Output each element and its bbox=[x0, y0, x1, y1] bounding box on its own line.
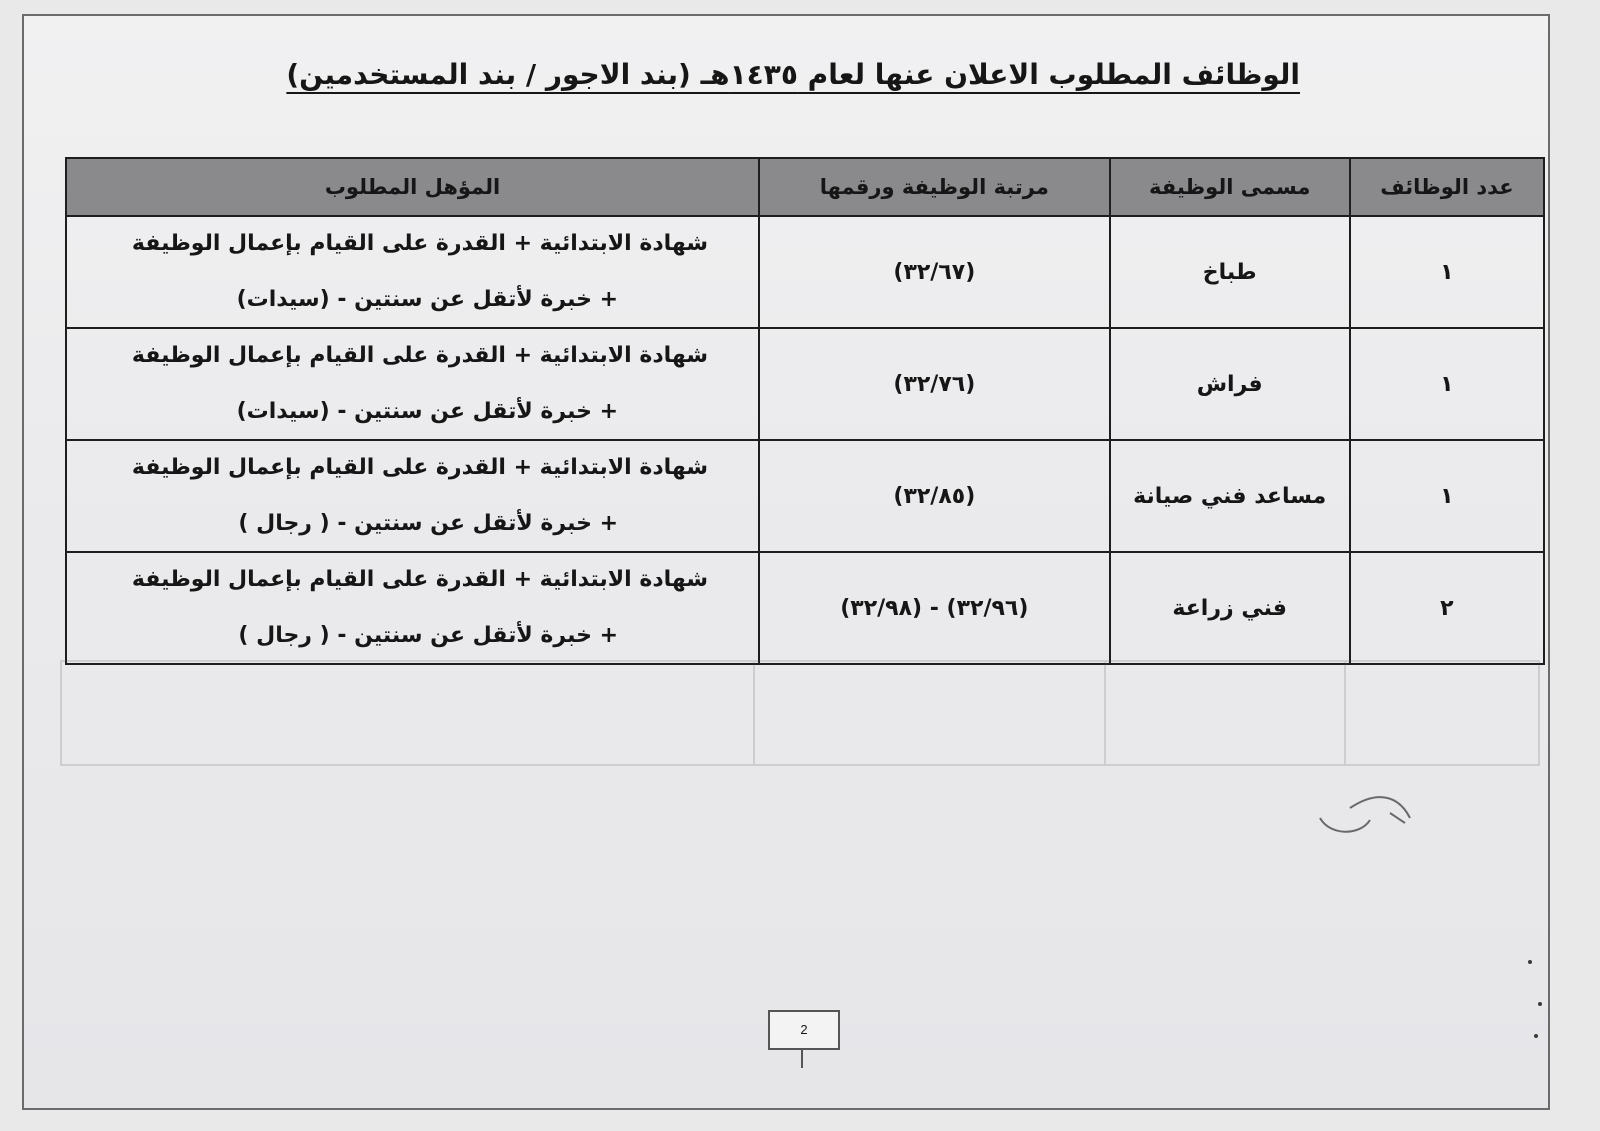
scan-speck bbox=[1538, 1002, 1542, 1006]
scan-speck bbox=[1534, 1034, 1538, 1038]
qualification-line-2: + خبرة لأتقل عن سنتين - ( رجال ) bbox=[238, 511, 619, 536]
grade-cell: (٣٢/٨٥) bbox=[759, 440, 1110, 552]
qualification-line-2: + خبرة لأتقل عن سنتين - (سيدات) bbox=[236, 399, 619, 424]
table-row bbox=[66, 440, 1544, 552]
count-cell: ١ bbox=[1350, 216, 1544, 328]
header-job-title: مسمى الوظيفة bbox=[1110, 158, 1350, 216]
qualification-line-2: + خبرة لأتقل عن سنتين - ( رجال ) bbox=[238, 623, 619, 648]
document-title: الوظائف المطلوب الاعلان عنها لعام ١٤٣٥هـ (بند الاجور / بند المستخدمين) bbox=[286, 58, 1300, 91]
job-title-cell: فراش bbox=[1110, 328, 1350, 440]
job-title-cell: مساعد فني صيانة bbox=[1110, 440, 1350, 552]
qualification-line-1: شهادة الابتدائية + القدرة على القيام بإعمال الوظيفة bbox=[131, 567, 709, 592]
header-grade: مرتبة الوظيفة ورقمها bbox=[759, 158, 1110, 216]
qualification-cell bbox=[66, 216, 759, 328]
jobs-table bbox=[65, 157, 1545, 665]
grade-cell: (٣٢/٧٦) bbox=[759, 328, 1110, 440]
qualification-line-1: شهادة الابتدائية + القدرة على القيام بإعمال الوظيفة bbox=[131, 455, 709, 480]
grade-cell: (٣٢/٩٦) - (٣٢/٩٨) bbox=[759, 552, 1110, 664]
qualification-line-1: شهادة الابتدائية + القدرة على القيام بإعمال الوظيفة bbox=[131, 343, 709, 368]
table-row bbox=[66, 216, 1544, 328]
qualification-cell bbox=[66, 440, 759, 552]
header-qualification: المؤهل المطلوب bbox=[66, 158, 759, 216]
table-row bbox=[66, 552, 1544, 664]
qualification-cell bbox=[66, 552, 759, 664]
qualification-line-2: + خبرة لأتقل عن سنتين - (سيدات) bbox=[236, 287, 619, 312]
signature-mark bbox=[1310, 778, 1430, 838]
grade-cell: (٣٢/٦٧) bbox=[759, 216, 1110, 328]
table-header-row bbox=[66, 158, 1544, 216]
header-count: عدد الوظائف bbox=[1350, 158, 1544, 216]
count-cell: ١ bbox=[1350, 440, 1544, 552]
count-cell: ٢ bbox=[1350, 552, 1544, 664]
job-title-cell: طباخ bbox=[1110, 216, 1350, 328]
page-number-tick bbox=[801, 1048, 803, 1068]
scan-speck bbox=[1528, 960, 1532, 964]
count-cell: ١ bbox=[1350, 328, 1544, 440]
masked-row-remnant bbox=[60, 660, 1540, 768]
table-row bbox=[66, 328, 1544, 440]
page-number-box: 2 bbox=[768, 1010, 840, 1050]
qualification-cell bbox=[66, 328, 759, 440]
qualification-line-1: شهادة الابتدائية + القدرة على القيام بإعمال الوظيفة bbox=[131, 231, 709, 256]
job-title-cell: فني زراعة bbox=[1110, 552, 1350, 664]
